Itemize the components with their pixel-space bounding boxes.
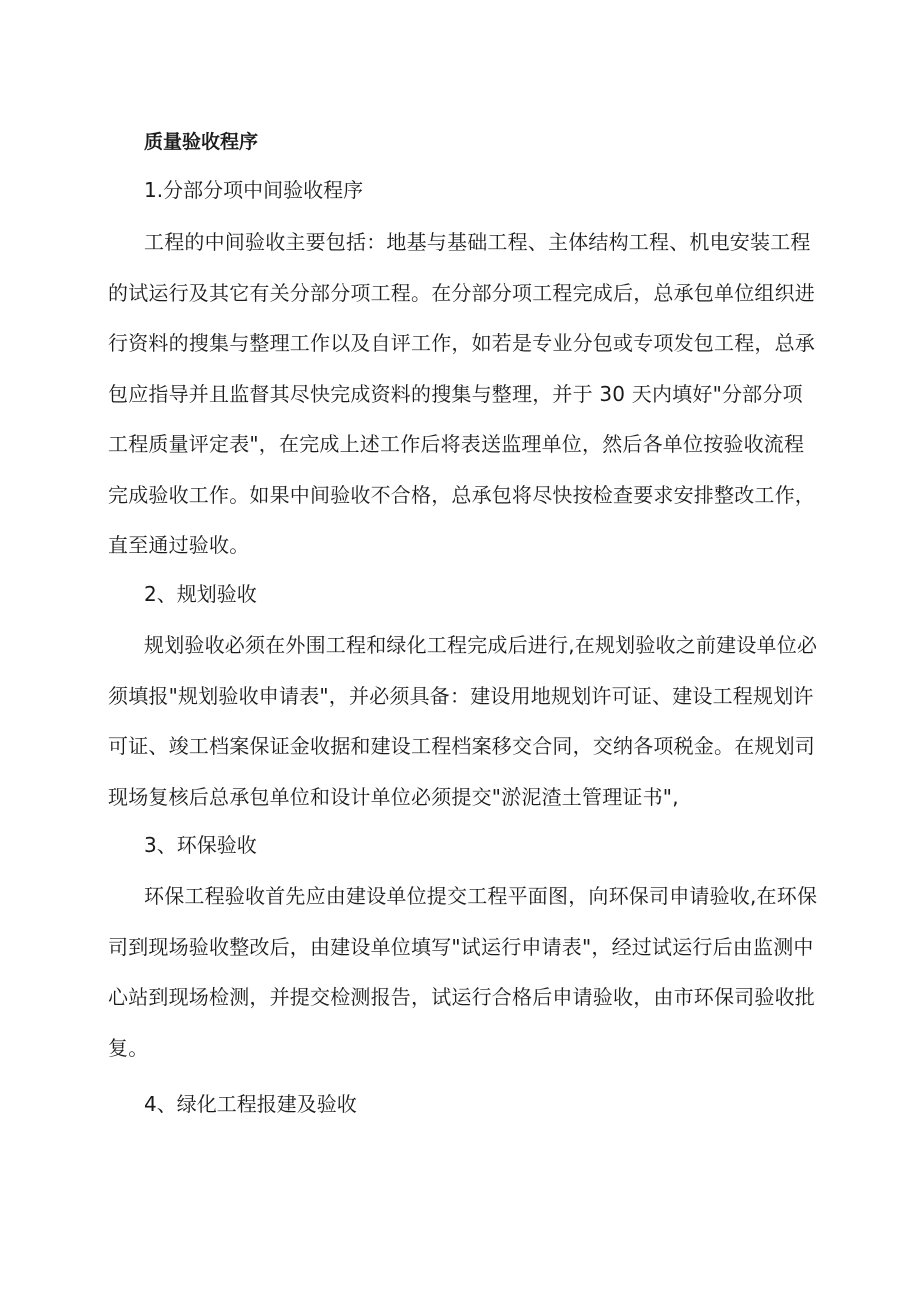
section-body-3: 环保工程验收首先应由建设单位提交工程平面图，向环保司申请验收,在环保司到现场验收整改后，由建设单位填写"试运行申请表"，经过试运行后由监测中心站到现场检测，并提交检测报告，试运行合格后申请验收，由市环保司验收批复。 [108, 884, 818, 1060]
section-heading-2: 2、规划验收 [144, 582, 257, 606]
section-body-1: 工程的中间验收主要包括：地基与基础工程、主体结构工程、机电安装工程的试运行及其它有关分部分项工程。在分部分项工程完成后，总承包单位组织进行资料的搜集与整理工作以及自评工作，如若是专业分包或专项发包工程，总承包应指导并且监督其尽快完成资料的搜集与整理，并于 30 天内填好"分部分项工程质量评定表"，在完成上述工作后将表送监理单位，然后各单位按验收流程完成验收工作。如果中间验收不合格，总承包将尽快按检查要求安排整改工作，直至通过验收。 [108, 230, 815, 557]
section-body-2: 规划验收必须在外围工程和绿化工程完成后进行,在规划验收之前建设单位必须填报"规划验收申请表"，并必须具备：建设用地规划许可证、建设工程规划许可证、竣工档案保证金收据和建设工程档案移交合同，交纳各项税金。在规划司现场复核后总承包单位和设计单位必须提交"淤泥渣土管理证书", [108, 633, 818, 809]
document-title: 质量验收程序 [144, 131, 259, 153]
section-heading-1: 1.分部分项中间验收程序 [144, 178, 364, 202]
section-heading-3: 3、环保验收 [144, 833, 257, 857]
section-heading-4: 4、绿化工程报建及验收 [144, 1092, 357, 1116]
